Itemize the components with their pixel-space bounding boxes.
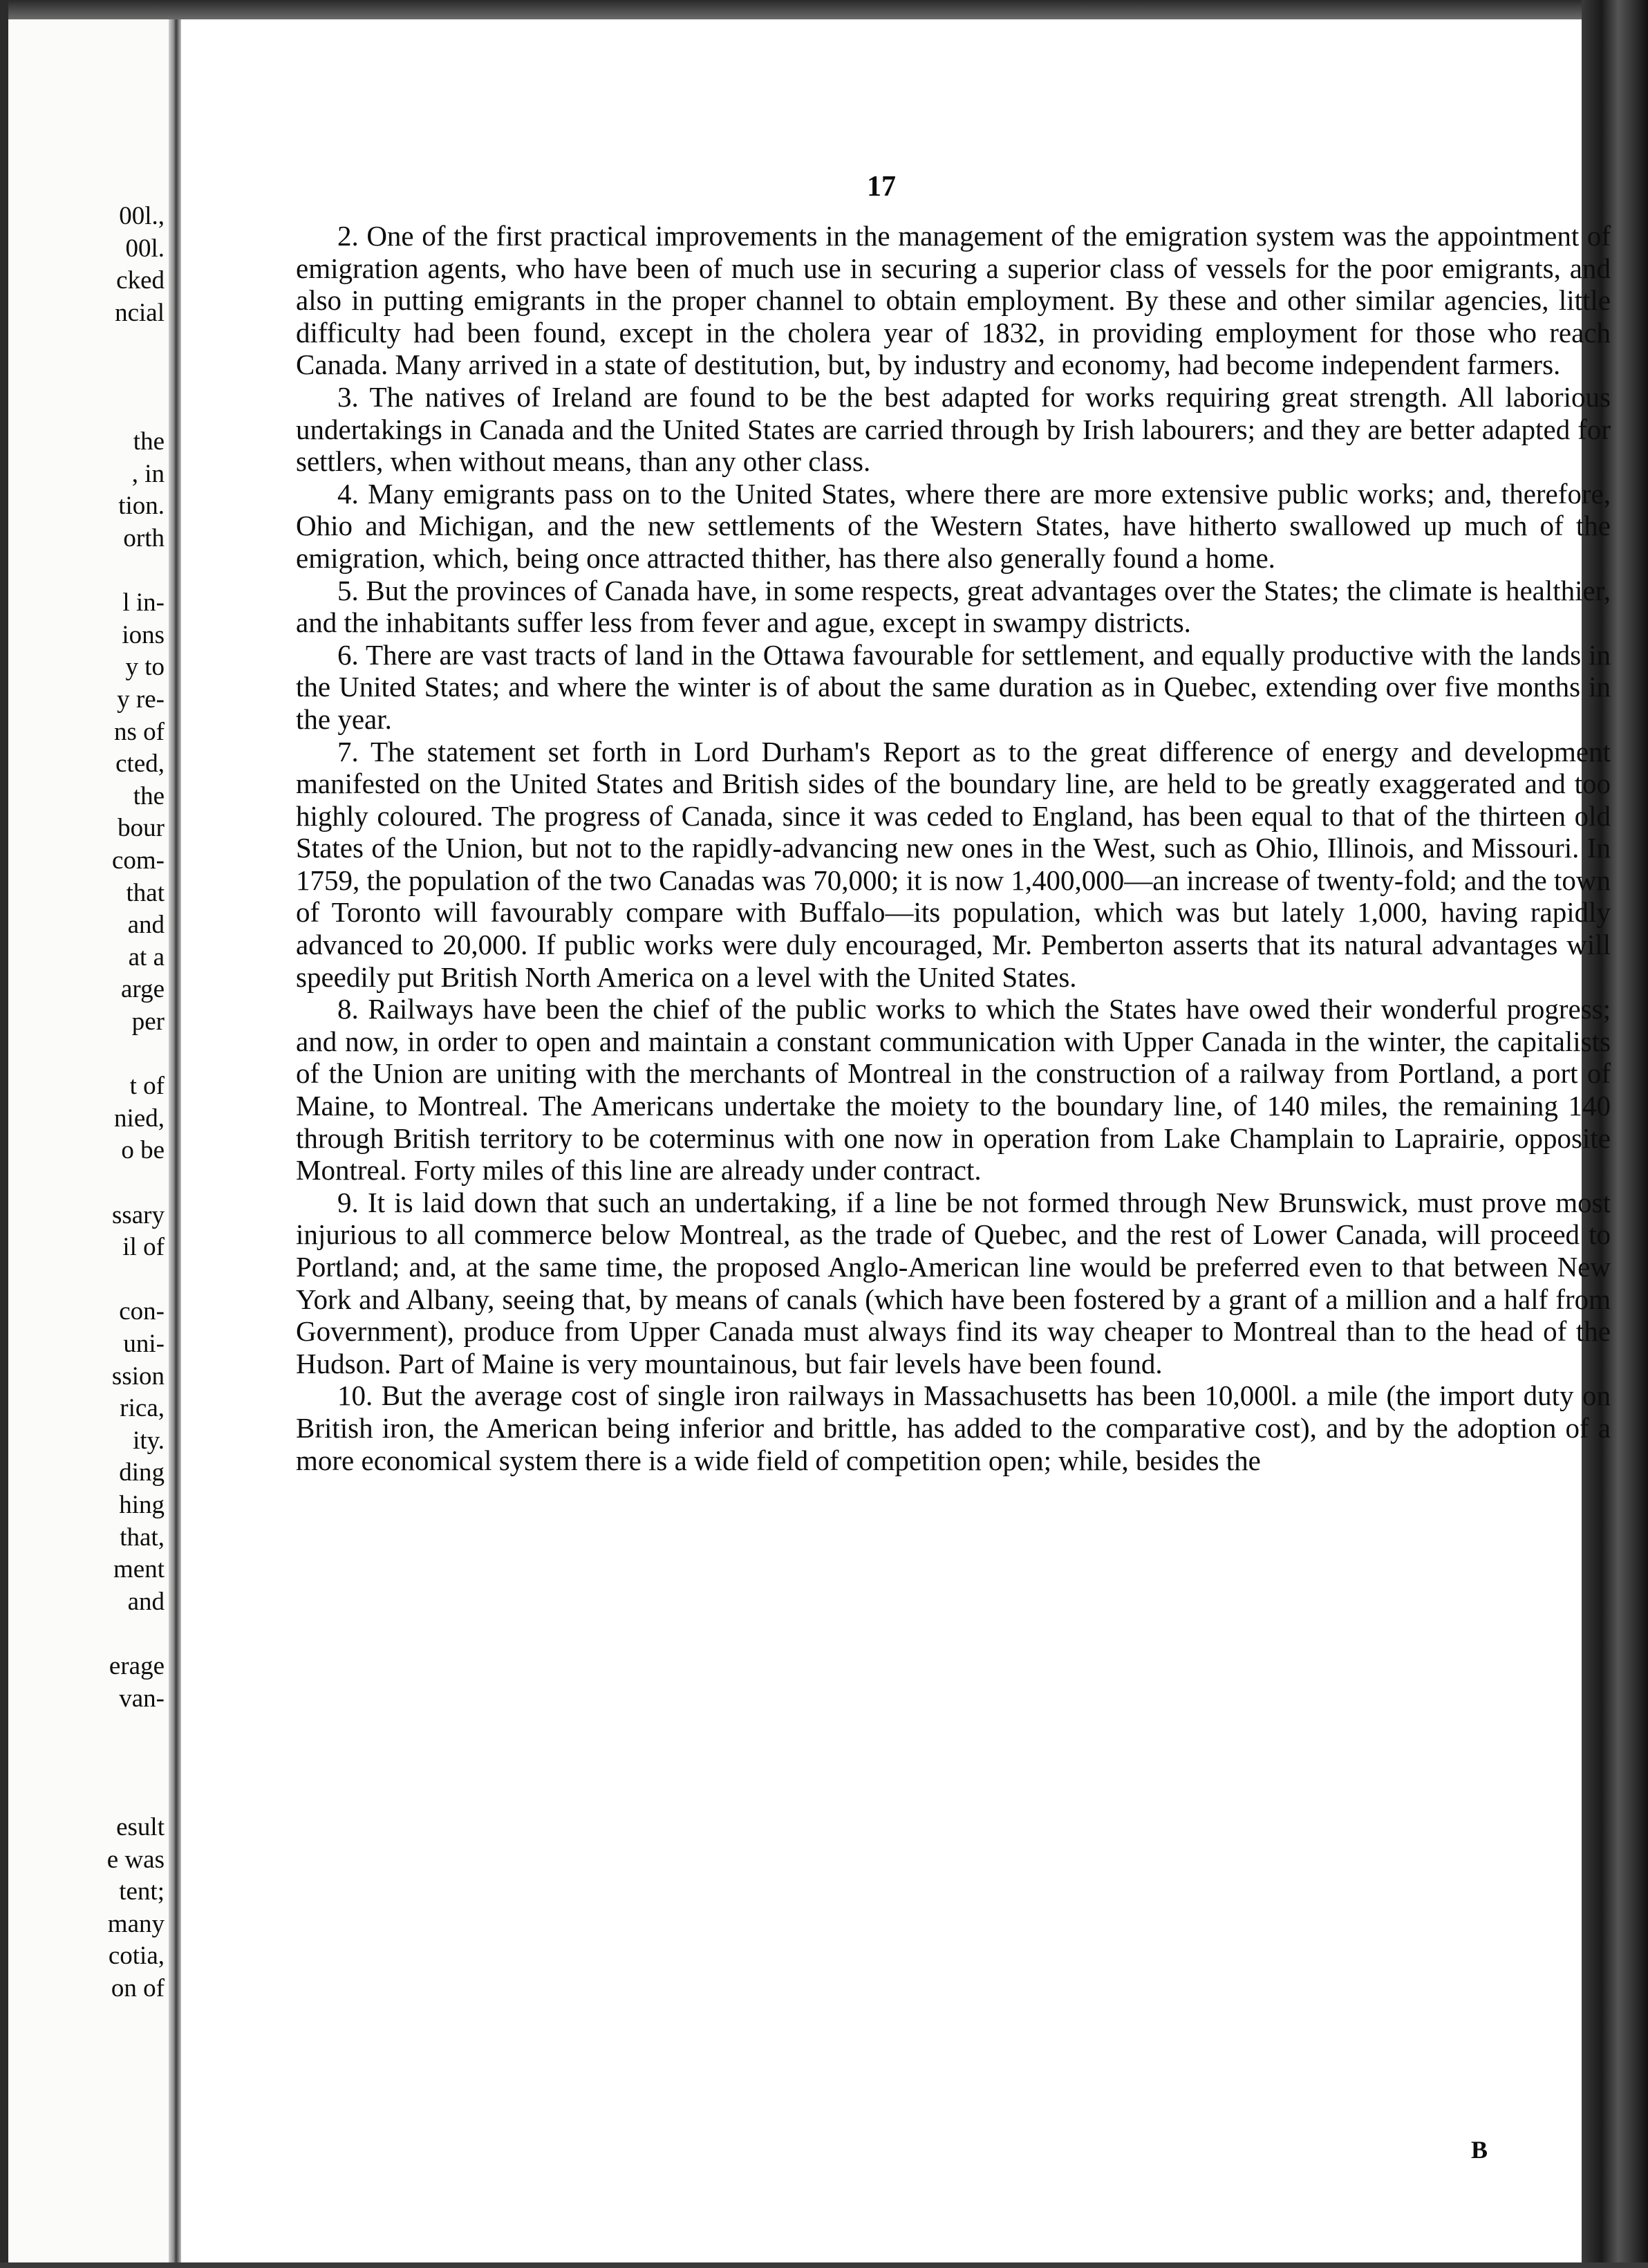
page-number: 17 [867, 171, 896, 203]
previous-page-line-fragment: bour [118, 814, 165, 843]
previous-page-line-fragment: arge [121, 975, 165, 1004]
paragraph [296, 381, 1611, 478]
paragraph-text: The natives of Ireland are found to be the best adapted for works requiring great strength. All laborious undertakings in Canada and the United States are carried through by Irish labourers; and they are better adapted for settlers, when without means, than any other class. [296, 380, 1611, 478]
paragraph-number: 9. [337, 1186, 359, 1218]
previous-page-line-fragment: tion. [118, 492, 165, 521]
previous-page-line-fragment: t of [129, 1072, 165, 1101]
previous-page-line-fragment: il of [122, 1233, 165, 1262]
previous-page-line-fragment: esult [116, 1813, 165, 1841]
previous-page-line-fragment: ding [119, 1458, 165, 1487]
previous-page-line-fragment: ns of [114, 717, 165, 746]
paragraph-text: Many emigrants pass on to the United States, where there are more extensive public works; and, therefore, Ohio and Michigan, and the new settlements of the Western States, have hitherto swallowed up much of the emigration, which, being once attracted thither, has there also generally found a home. [296, 477, 1611, 574]
previous-page-line-fragment: that, [120, 1523, 165, 1552]
paragraph-number: 4. [337, 477, 359, 510]
previous-page-line-fragment: ncial [115, 298, 165, 327]
scan-border-bottom [0, 2262, 1648, 2268]
previous-page-line-fragment: cotia, [108, 1942, 165, 1971]
paragraph-text: But the average cost of single iron railways in Massachusetts has been 10,000l. a mile (the import duty on British iron, the American being inferior and brittle, has added to the comparative cost), and by the adoption of a more economical system there is a wide field of competition open; while, besides the [296, 1379, 1611, 1476]
paragraph-number: 7. [337, 735, 359, 768]
paragraph-text: It is laid down that such an undertaking, if a line be not formed through New Brunswick, must prove most injurious to all commerce below Montreal, as the trade of Quebec, and the rest of Lower Canada, will proceed to Portland; and, at the same time, the proposed Anglo-American line would be preferred even to that between New York and Albany, seeing that, by means of canals (which have been fostered by a grant of a million and a half from Government), produce from Upper Canada must always find its way cheaper to Montreal than to the head of the Hudson. Part of Maine is very mountainous, but fair levels have been found. [296, 1186, 1611, 1379]
previous-page-line-fragment: that [126, 878, 165, 907]
book-gutter [169, 19, 181, 2262]
previous-page-line-fragment: van- [119, 1684, 165, 1713]
previous-page-line-fragment: the [133, 781, 165, 810]
previous-page-line-fragment: nied, [114, 1104, 165, 1133]
paragraph [296, 478, 1611, 575]
previous-page-line-fragment: ity. [133, 1426, 165, 1455]
scan-border-left [0, 0, 8, 2268]
paragraph [296, 736, 1611, 994]
previous-page-line-fragment: ment [113, 1555, 165, 1584]
previous-page-line-fragment: 00l. [125, 234, 165, 263]
previous-page-line-fragment: the [133, 427, 165, 456]
paragraph-text: There are vast tracts of land in the Ottawa favourable for settlement, and equally productive with the lands in the United States; and where the winter is of about the same duration as in Quebec, extending over five months in the year. [296, 638, 1611, 735]
previous-page-line-fragment: con- [119, 1297, 165, 1326]
previous-page-line-fragment: 00l., [119, 202, 165, 230]
paragraph-text: But the provinces of Canada have, in some respects, great advantages over the States; the climate is healthier, and the inhabitants suffer less from fever and ague, except in swampy districts. [296, 574, 1611, 639]
document-page [181, 19, 1611, 2262]
paragraph-text: Railways have been the chief of the public works to which the States have owed their wonderful progress; and now, in order to open and maintain a constant communication with Upper Canada in the winter, the capitalists of the Union are uniting with the merchants of Montreal in the construction of a railway from Portland, a port of Maine, to Montreal. The Americans undertake the moiety to the boundary line, of 140 miles, the remaining 140 through British territory to be coterminus with one now in operation from Lake Champlain to Laprairie, opposite Montreal. Forty miles of this line are already under contract. [296, 993, 1611, 1187]
previous-page-line-fragment: hing [119, 1491, 165, 1519]
previous-page-line-fragment: ions [122, 620, 165, 649]
previous-page-line-fragment: l in- [122, 588, 165, 617]
previous-page-line-fragment: and [127, 911, 165, 940]
paragraph-number: 5. [337, 574, 359, 606]
paragraph-number: 8. [337, 993, 359, 1025]
paragraph-number: 2. [337, 220, 359, 252]
previous-page-line-fragment: cked [116, 266, 165, 295]
previous-page-line-fragment: at a [128, 942, 165, 972]
paragraph [296, 575, 1611, 639]
signature-mark: B [1470, 2136, 1488, 2164]
previous-page-line-fragment: e was [106, 1845, 165, 1874]
previous-page-line-fragment: uni- [123, 1330, 165, 1358]
paragraph-number: 10. [337, 1379, 373, 1412]
previous-page-line-fragment: y re- [117, 685, 165, 714]
previous-page-strip [8, 19, 169, 2262]
previous-page-line-fragment: per [131, 1007, 165, 1036]
paragraph-number: 6. [337, 638, 359, 671]
previous-page-line-fragment: and [127, 1587, 165, 1616]
paragraph [296, 1187, 1611, 1380]
previous-page-line-fragment: rica, [120, 1394, 165, 1423]
previous-page-line-fragment: erage [109, 1652, 165, 1680]
previous-page-line-fragment: ssary [111, 1200, 165, 1229]
previous-page-line-fragment: many [107, 1909, 165, 1938]
previous-page-line-fragment: o be [121, 1136, 165, 1165]
previous-page-line-fragment: y to [125, 653, 165, 682]
paragraph-text: One of the first practical improvements in the management of the emigration system was the appointment of emigration agents, who have been of much use in securing a superior class of vessels for the poor emigrants, and also in putting emigrants in the proper channel to obtain employment. By these and other similar agencies, little difficulty had been found, except in the cholera year of 1832, in providing employment for those who reach Canada. Many arrived in a state of destitution, but, by industry and economy, had become independent farmers. [296, 220, 1611, 381]
paragraph [296, 220, 1611, 381]
body-text [296, 220, 1611, 1476]
paragraph-number: 3. [337, 380, 359, 413]
scan-border-top [0, 0, 1648, 19]
previous-page-line-fragment: on of [111, 1974, 165, 2002]
previous-page-line-fragment: , in [131, 459, 165, 488]
paragraph [296, 1379, 1611, 1476]
previous-page-line-fragment: tent; [119, 1877, 165, 1906]
paragraph [296, 639, 1611, 736]
paragraph [296, 993, 1611, 1187]
previous-page-line-fragment: com- [111, 846, 165, 875]
previous-page-line-fragment: orth [123, 524, 165, 552]
paragraph-text: The statement set forth in Lord Durham's Report as to the great difference of energy and development manifested on the United States and British sides of the boundary line, are held to be greatly exaggerated and too highly coloured. The progress of Canada, since it was ceded to England, has been equal to that of the thirteen old States of the Union, but not to the rapidly-advancing new ones in the West, such as Ohio, Illinois, and Missouri. In 1759, the population of the two Canadas was 70,000; it is now 1,400,000—an increase of twenty-fold; and the town of Toronto will favourably compare with Buffalo—its population, which was but lately 1,000, having rapidly advanced to 20,000. If public works were duly encouraged, Mr. Pemberton asserts that its natural advantages will speedily put British North America on a level with the United States. [296, 735, 1611, 993]
previous-page-line-fragment: ssion [111, 1361, 165, 1391]
previous-page-line-fragment: cted, [115, 750, 165, 779]
